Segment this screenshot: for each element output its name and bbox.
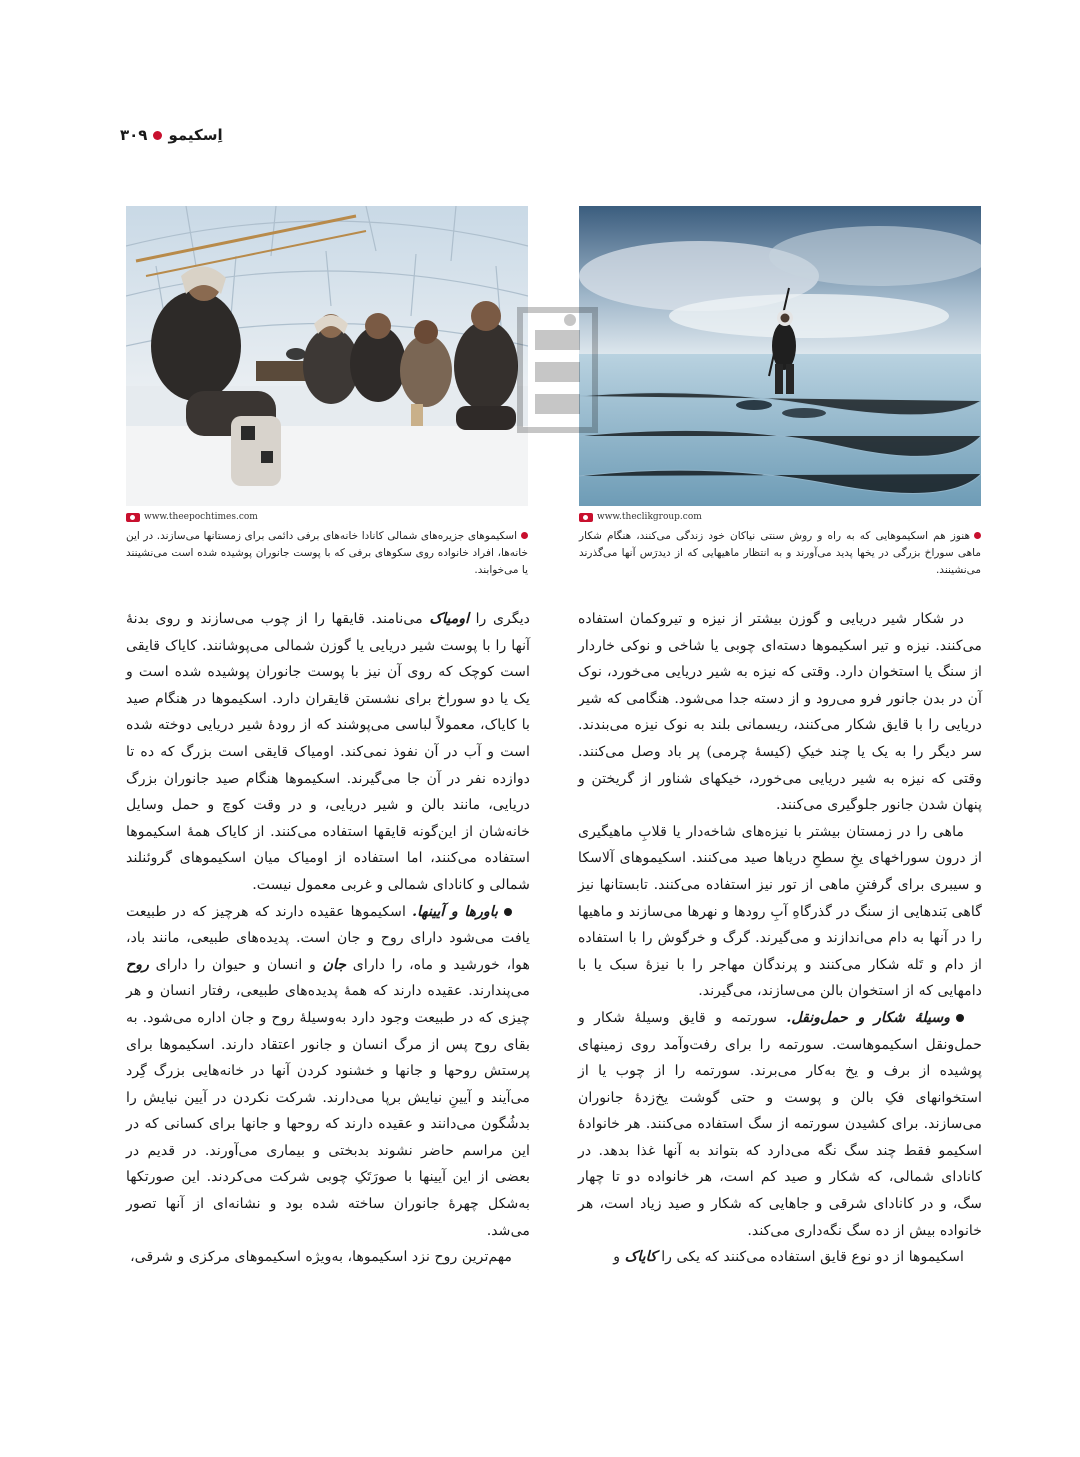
- photo-caption-left: [126, 528, 528, 579]
- photo-caption-right-text: هنوز هم اسکیموهایی که به راه و روش سنتی نیاکان خود زندگی می‌کنند، هنگام شکار ماهی سوراخ بزرگی در یخها پدید می‌آورند و به انتظار ماهیهایی که از دیدرَس آنها می‌گذرند می‌نشینند.: [579, 530, 981, 576]
- camera-icon: [126, 513, 140, 522]
- paragraph-beliefs: [126, 899, 530, 1245]
- paragraph-hunting: در شکار شیر دریایی و گوزن بیشتر از نیزه و تیروکمان استفاده می‌کنند. نیزه و تیر اسکیموها دسته‌ای چوبی یا شاخی و نوکی خاردار از سنگ یا استخوان دارد. وقتی که نیزه به شیر دریایی می‌خورد، نوک آن در بدن جانور فرو می‌رود و از دسته جدا می‌شود. هنگامی که شیر دریایی را با قایق شکار می‌کنند، ریسمانی بلند به نوک نیزه می‌بندند. سر دیگر را به یک یا چند خیکِ (کیسهٔ چرمی) پر باد وصل می‌کنند. وقتی که نیزه به شیر دریایی می‌خورد، خیکهای شناور از گریختن و پنهان شدن جانور جلوگیری می‌کنند.: [578, 611, 982, 814]
- photo-credit-left: [126, 512, 258, 522]
- camera-icon: [579, 513, 593, 522]
- term-umiak: اومیاک: [429, 611, 470, 627]
- section-term-beliefs: باورها و آیینها.: [412, 903, 498, 920]
- paragraph-boats-end-text: و: [613, 1249, 625, 1266]
- photo-credit-left-text: www.theepochtimes.com: [144, 512, 258, 522]
- page-header: [120, 126, 223, 144]
- page-number: ۳۰۹: [120, 126, 148, 144]
- ice-fishing-photo: [579, 206, 981, 506]
- igloo-interior-photo: [126, 206, 528, 506]
- text-column-left: [126, 606, 530, 1271]
- text-column-right: [578, 606, 982, 1271]
- paragraph-transport: [578, 1005, 982, 1244]
- igloo-photo-illustration: [126, 206, 528, 506]
- photo-credit-right-text: www.theclikgroup.com: [597, 512, 702, 522]
- ice-fishing-photo-illustration: [579, 206, 981, 506]
- paragraph-transport-text: سورتمه و قایق وسیلهٔ شکار و حمل‌ونقل اسکیموهاست. سورتمه را برای رفت‌وآمد روی زمینهای پوشیده از برف و یخ به‌کار می‌برند. سورتمه را از چوب یا از استخوانهای فکِ بالن و پوست و حتی گوشت یخ‌زدهٔ جانوران می‌سازند. برای کشیدن سورتمه از سگ استفاده می‌کنند. هر خانوادهٔ اسکیمو فقط چند سگ نگه می‌دارد که بتواند به آنها غذا بدهد. در کانادای شمالی، که شکار و صید کم است، هر خانواده دو تا چهار سگ، و در کانادای شرقی و جاهایی که شکار و صید زیاد است، هر خانواده بیش از ده سگ نگه‌داری می‌کند.: [578, 1009, 982, 1239]
- caption-dot-icon: [974, 532, 981, 539]
- paragraph-boats-start-text: اسکیموها از دو نوع قایق استفاده می‌کنند که یکی را: [656, 1249, 964, 1266]
- header-dot-icon: [153, 131, 162, 140]
- section-term-transport: وسیلهٔ شکار و حمل‌ونقل.: [786, 1009, 950, 1026]
- caption-dot-icon: [521, 532, 528, 539]
- term-jan: جان: [322, 956, 347, 973]
- paragraph-fishing: ماهی را در زمستان بیشتر با نیزه‌های شاخه‌دار یا قلابِ ماهیگیری از درون سوراخهای یخِ سطحِ دریاها صید می‌کنند. اسکیموهای آلاسکا و سیبری برای گرفتنِ ماهی از تور نیز استفاده می‌کنند. تابستانها نیز گاهی بَندهایی از سنگ در گذرگاهِ آبِ رودها و نهرها می‌سازند و ماهیها را در آنها به دام می‌اندازند و می‌گیرند. گرگ و خرگوش را با استفاده از دام و تَله شکار می‌کنند و پرندگان مهاجر را با نیزهٔ سبک یا با دامهایی که از استخوان بالن می‌سازند، می‌گیرند.: [578, 823, 982, 1000]
- term-ruh: روح: [126, 956, 149, 973]
- paragraph-boats-continued-text: می‌نامند. قایقها را از چوب می‌سازند و روی بدنهٔ آنها را با پوست شیر دریایی یا گوزن شمالی می‌پوشانند. کایاک قایقی است کوچک که روی آن نیز با پوست جانوران پوشیده شده است و یک یا دو سوراخ برای نشستن قایقران دارد. اسکیموها در هنگام صید با کایاک، معمولاً لباسی می‌پوشند که از رودهٔ شیر دریایی دوخته شده است و آب در آن نفوذ نمی‌کند. اومیاک قایقی است بزرگ که ده تا دوازده نفر در آن جا می‌گیرند. اسکیموها هنگام صید جانوران بزرگ دریایی، مانند بالن و شیر دریایی، و در وقت کوچ و حمل وسایل خانه‌شان از این‌گونه قایقها استفاده می‌کنند. از کایاک همهٔ اسکیموها استفاده می‌کنند، اما استفاده از اومیاک میان اسکیموهای گروئنلند شمالی و کانادای شمالی و غربی معمول نیست.: [126, 611, 530, 893]
- paragraph-beliefs-text-a: اسکیموها عقیده دارند که هرچیز که در طبیعت یافت می‌شود دارای روح و جان است. پدیده‌های طبیعی، مانند باد، هوا، خورشید و ماه، را دارای: [126, 903, 530, 973]
- paragraph-beliefs-text-b: و انسان و حیوان را دارای: [148, 956, 323, 973]
- paragraph-spirit: مهم‌ترین روح نزد اسکیموها، به‌ویژه اسکیموهای مرکزی و شرقی،: [130, 1249, 512, 1266]
- photo-caption-right: [579, 528, 981, 579]
- bullet-icon: [504, 908, 512, 916]
- term-kayak: کایاک: [624, 1249, 657, 1266]
- paragraph-boats-start: [578, 1244, 982, 1271]
- paragraph-boats-continued: [126, 606, 530, 899]
- paragraph-beliefs-text-c: می‌پندارند. عقیده دارند که همهٔ پدیده‌های طبیعی، رفتار انسان و هر چیزی که در طبیعت وجود دارد به‌وسیلهٔ روح و جان اداره می‌شود. به بقای روح پس از مرگ انسان و جانور اعتقاد دارند. اسکیموها برای پرستش روحها و جانها و خشنود کردن آنها در خانه‌هایی بزرگ گِرد می‌آیند و آیینِ نیایش برپا می‌دارند. شرکت نکردن در آیین نیایش را بدشُگون می‌دانند و عقیده دارند که روحها و جانها برای کسانی که در این مراسم حاضر نشوند بدبختی و بیماری می‌آورند. در قدیم در بعضی از این آیینها با صورَتَکِ چوبی شرکت می‌کردند. این صورتکها به‌شکل چهرهٔ جانوران ساخته شده بود و نشانه‌ای از آنها تصور می‌شد.: [126, 983, 530, 1239]
- photo-caption-left-text: اسکیموهای جزیره‌های شمالی کانادا خانه‌های برفی دائمی برای زمستانها می‌سازند. در این خانه‌ها، افراد خانواده روی سکوهای برفی که با پوست جانوران پوشیده شده است می‌نشینند یا می‌خوابند.: [126, 530, 528, 576]
- bullet-icon: [956, 1014, 964, 1022]
- photo-credit-right: [579, 512, 702, 522]
- paragraph-boats-continued-start: دیگری را: [469, 611, 530, 627]
- page-title: اِسکیمو: [168, 126, 223, 144]
